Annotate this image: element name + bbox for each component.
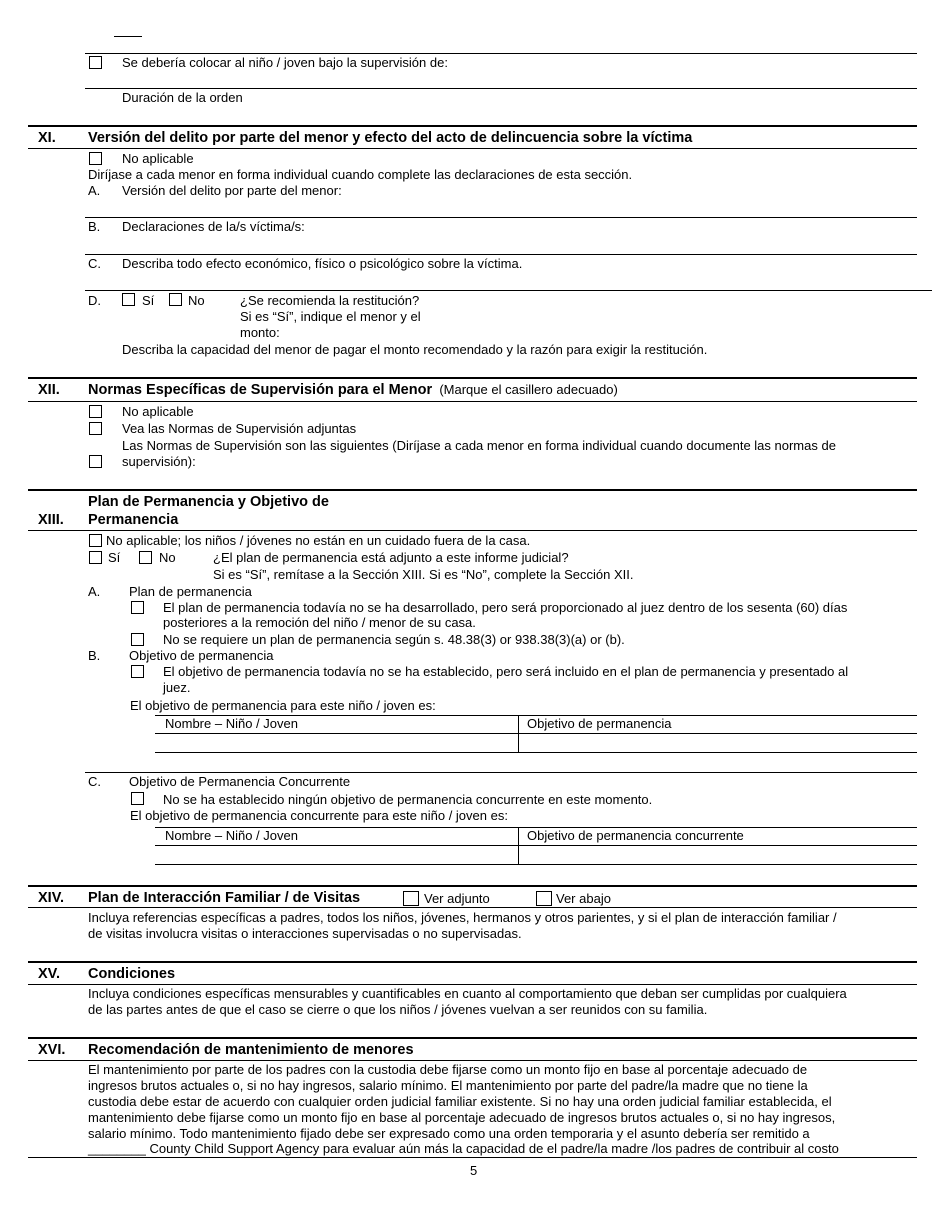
section-16-title: Recomendación de mantenimiento de menores	[88, 1042, 414, 1058]
s11-restitution-yes-checkbox[interactable]	[122, 293, 135, 306]
section-14-number: XIV.	[38, 890, 65, 906]
s12-following-line-2: supervisión):	[122, 454, 196, 469]
s13-b-not-established-checkbox[interactable]	[131, 665, 144, 678]
s13-c-none-checkbox[interactable]	[131, 792, 144, 805]
section-12-heading	[88, 382, 618, 398]
s13-c-letter: C.	[88, 774, 101, 789]
s11-c-letter: C.	[88, 256, 101, 271]
s13-b-not-established-2: juez.	[163, 680, 191, 695]
section-13-title-2: Permanencia	[88, 512, 179, 528]
s11-restitution-question-3: monto:	[240, 325, 280, 340]
section-11-number: XI.	[38, 130, 56, 146]
s16-line-5: salario mínimo. Todo mantenimiento fijado debe ser expresado como una orden temporaria y el asunto debería ser remitido a	[88, 1126, 810, 1141]
section-11-title: Versión del delito por parte del menor y efecto del acto de delincuencia sobre la víctima	[88, 130, 693, 146]
s14-below-checkbox[interactable]	[536, 891, 552, 906]
section-12-number: XII.	[38, 382, 60, 398]
s16-line-3: custodia debe estar de acuerdo con cualquier orden judicial familiar existente. Si no hay una orden judicial familiar establecida, el	[88, 1094, 832, 1109]
s16-line-1: El mantenimiento por parte de los padres con la custodia debe fijarse como un monto fijo en base al porcentaje adecuado de	[88, 1062, 808, 1077]
section-13-number: XIII.	[38, 512, 64, 528]
s12-not-applicable-label: No aplicable	[122, 404, 194, 419]
s11-a-text: Versión del delito por parte del menor:	[122, 183, 342, 198]
s13-b-not-established-1: El objetivo de permanencia todavía no se ha establecido, pero será incluido en el plan de permanencia y presentado al	[163, 664, 849, 679]
s11-instruction: Diríjase a cada menor en forma individual cuando complete las declaraciones de esta sección.	[88, 167, 633, 182]
s11-not-applicable-label: No aplicable	[122, 151, 194, 166]
s11-restitution-question: ¿Se recomienda la restitución?	[240, 293, 420, 308]
s12-not-applicable-checkbox[interactable]	[89, 405, 102, 418]
s13-c-goal-label: El objetivo de permanencia concurrente para este niño / joven es:	[130, 808, 508, 823]
section-15-number: XV.	[38, 966, 61, 982]
s16-line-6: ________ County Child Support Agency para evaluar aún más la capacidad de el padre/la madre /los padres de contribuir al costo	[88, 1141, 839, 1156]
section-12-title: Normas Específicas de Supervisión para el Menor	[88, 382, 433, 398]
s16-line-2: ingresos brutos actuales o, si no hay ingresos, salario mínimo. El mantenimiento por parte del padre/la madre que no tiene la	[88, 1078, 808, 1093]
section-14-title: Plan de Interacción Familiar / de Visitas	[88, 890, 361, 906]
s12-attached-checkbox[interactable]	[89, 422, 102, 435]
section-12-note: (Marque el casillero adecuado)	[439, 382, 618, 397]
s11-restitution-describe: Describa la capacidad del menor de pagar el monto recomendado y la razón para exigir la restitución.	[122, 342, 708, 357]
s13-not-applicable-checkbox[interactable]	[89, 534, 102, 547]
s13-attached-yes-label: Sí	[108, 550, 121, 565]
s15-text-1: Incluya condiciones específicas mensurables y cuantificables en cuanto al comportamiento que deban ser cumplidas por cualquiera	[88, 986, 847, 1001]
s14-text-2: de visitas involucra visitas o interacciones supervisadas o no supervisadas.	[88, 926, 522, 941]
s13-a-not-developed-1: El plan de permanencia todavía no se ha desarrollado, pero será proporcionado al juez dentro de los sesenta (60) días	[163, 600, 848, 615]
s11-c-text: Describa todo efecto económico, físico o psicológico sobre la víctima.	[122, 256, 523, 271]
s13-attached-no-checkbox[interactable]	[139, 551, 152, 564]
s11-b-letter: B.	[88, 219, 101, 234]
duration-label: Duración de la orden	[122, 90, 243, 105]
s11-restitution-no-checkbox[interactable]	[169, 293, 182, 306]
s11-d-letter: D.	[88, 293, 101, 308]
page-number: 5	[470, 1163, 478, 1178]
s11-restitution-yes-label: Sí	[142, 293, 155, 308]
s12-attached-label: Vea las Normas de Supervisión adjuntas	[122, 421, 357, 436]
s13-attached-yes-checkbox[interactable]	[89, 551, 102, 564]
s13-a-not-required-checkbox[interactable]	[131, 633, 144, 646]
section-13-title-1: Plan de Permanencia y Objetivo de	[88, 494, 329, 510]
s13-not-applicable-label: No aplicable; los niños / jóvenes no están en un cuidado fuera de la casa.	[106, 533, 531, 548]
s13-a-not-developed-2: posteriores a la remoción del niño / menor de su casa.	[163, 615, 476, 630]
s11-not-applicable-checkbox[interactable]	[89, 152, 102, 165]
s13-c-none: No se ha establecido ningún objetivo de permanencia concurrente en este momento.	[163, 792, 653, 807]
s14-attached-checkbox[interactable]	[403, 891, 419, 906]
s13-attached-no-label: No	[159, 550, 176, 565]
supervision-label: Se debería colocar al niño / joven bajo la supervisión de:	[122, 55, 448, 70]
s13-attached-instruction: Si es “Sí”, remítase a la Sección XIII. Si es “No”, complete la Sección XII.	[213, 567, 634, 582]
s12-following-checkbox[interactable]	[89, 455, 102, 468]
s13-b-goal-label: El objetivo de permanencia para este niño / joven es:	[130, 698, 436, 713]
s14-attached-label: Ver adjunto	[424, 891, 490, 906]
s16-line-4: mantenimiento debe fijarse como un monto fijo en base al porcentaje adecuado de ingresos brutos actuales o, si no hay ingresos,	[88, 1110, 836, 1125]
s13-a-not-developed-checkbox[interactable]	[131, 601, 144, 614]
section-15-title: Condiciones	[88, 966, 176, 982]
s14-below-label: Ver abajo	[556, 891, 611, 906]
s13-b-table-col-name: Nombre – Niño / Joven	[165, 716, 298, 731]
s13-attached-question: ¿El plan de permanencia está adjunto a este informe judicial?	[213, 550, 569, 565]
s13-c-table-col-name: Nombre – Niño / Joven	[165, 828, 298, 843]
s13-a-title: Plan de permanencia	[129, 584, 252, 599]
s13-b-table-col-goal: Objetivo de permanencia	[527, 716, 672, 731]
s14-text-1: Incluya referencias específicas a padres, todos los niños, jóvenes, hermanos y otros parientes, y si el plan de interacción familiar /	[88, 910, 837, 925]
s13-a-letter: A.	[88, 584, 101, 599]
s11-restitution-no-label: No	[188, 293, 205, 308]
s13-c-title: Objetivo de Permanencia Concurrente	[129, 774, 351, 789]
s13-c-table-col-goal: Objetivo de permanencia concurrente	[527, 828, 744, 843]
s13-b-letter: B.	[88, 648, 101, 663]
s11-a-letter: A.	[88, 183, 101, 198]
s15-text-2: de las partes antes de que el caso se cierre o que los niños / jóvenes vuelvan a ser reunidos con su familia.	[88, 1002, 708, 1017]
s13-b-title: Objetivo de permanencia	[129, 648, 274, 663]
section-16-number: XVI.	[38, 1042, 66, 1058]
s11-restitution-question-2: Si es “Sí”, indique el menor y el	[240, 309, 421, 324]
s13-a-not-required: No se requiere un plan de permanencia según s. 48.38(3) or 938.38(3)(a) or (b).	[163, 632, 625, 647]
supervision-checkbox[interactable]	[89, 56, 102, 69]
s12-following-line-1: Las Normas de Supervisión son las siguientes (Diríjase a cada menor en forma individual cuando documente las normas de	[122, 438, 836, 453]
s11-b-text: Declaraciones de la/s víctima/s:	[122, 219, 305, 234]
